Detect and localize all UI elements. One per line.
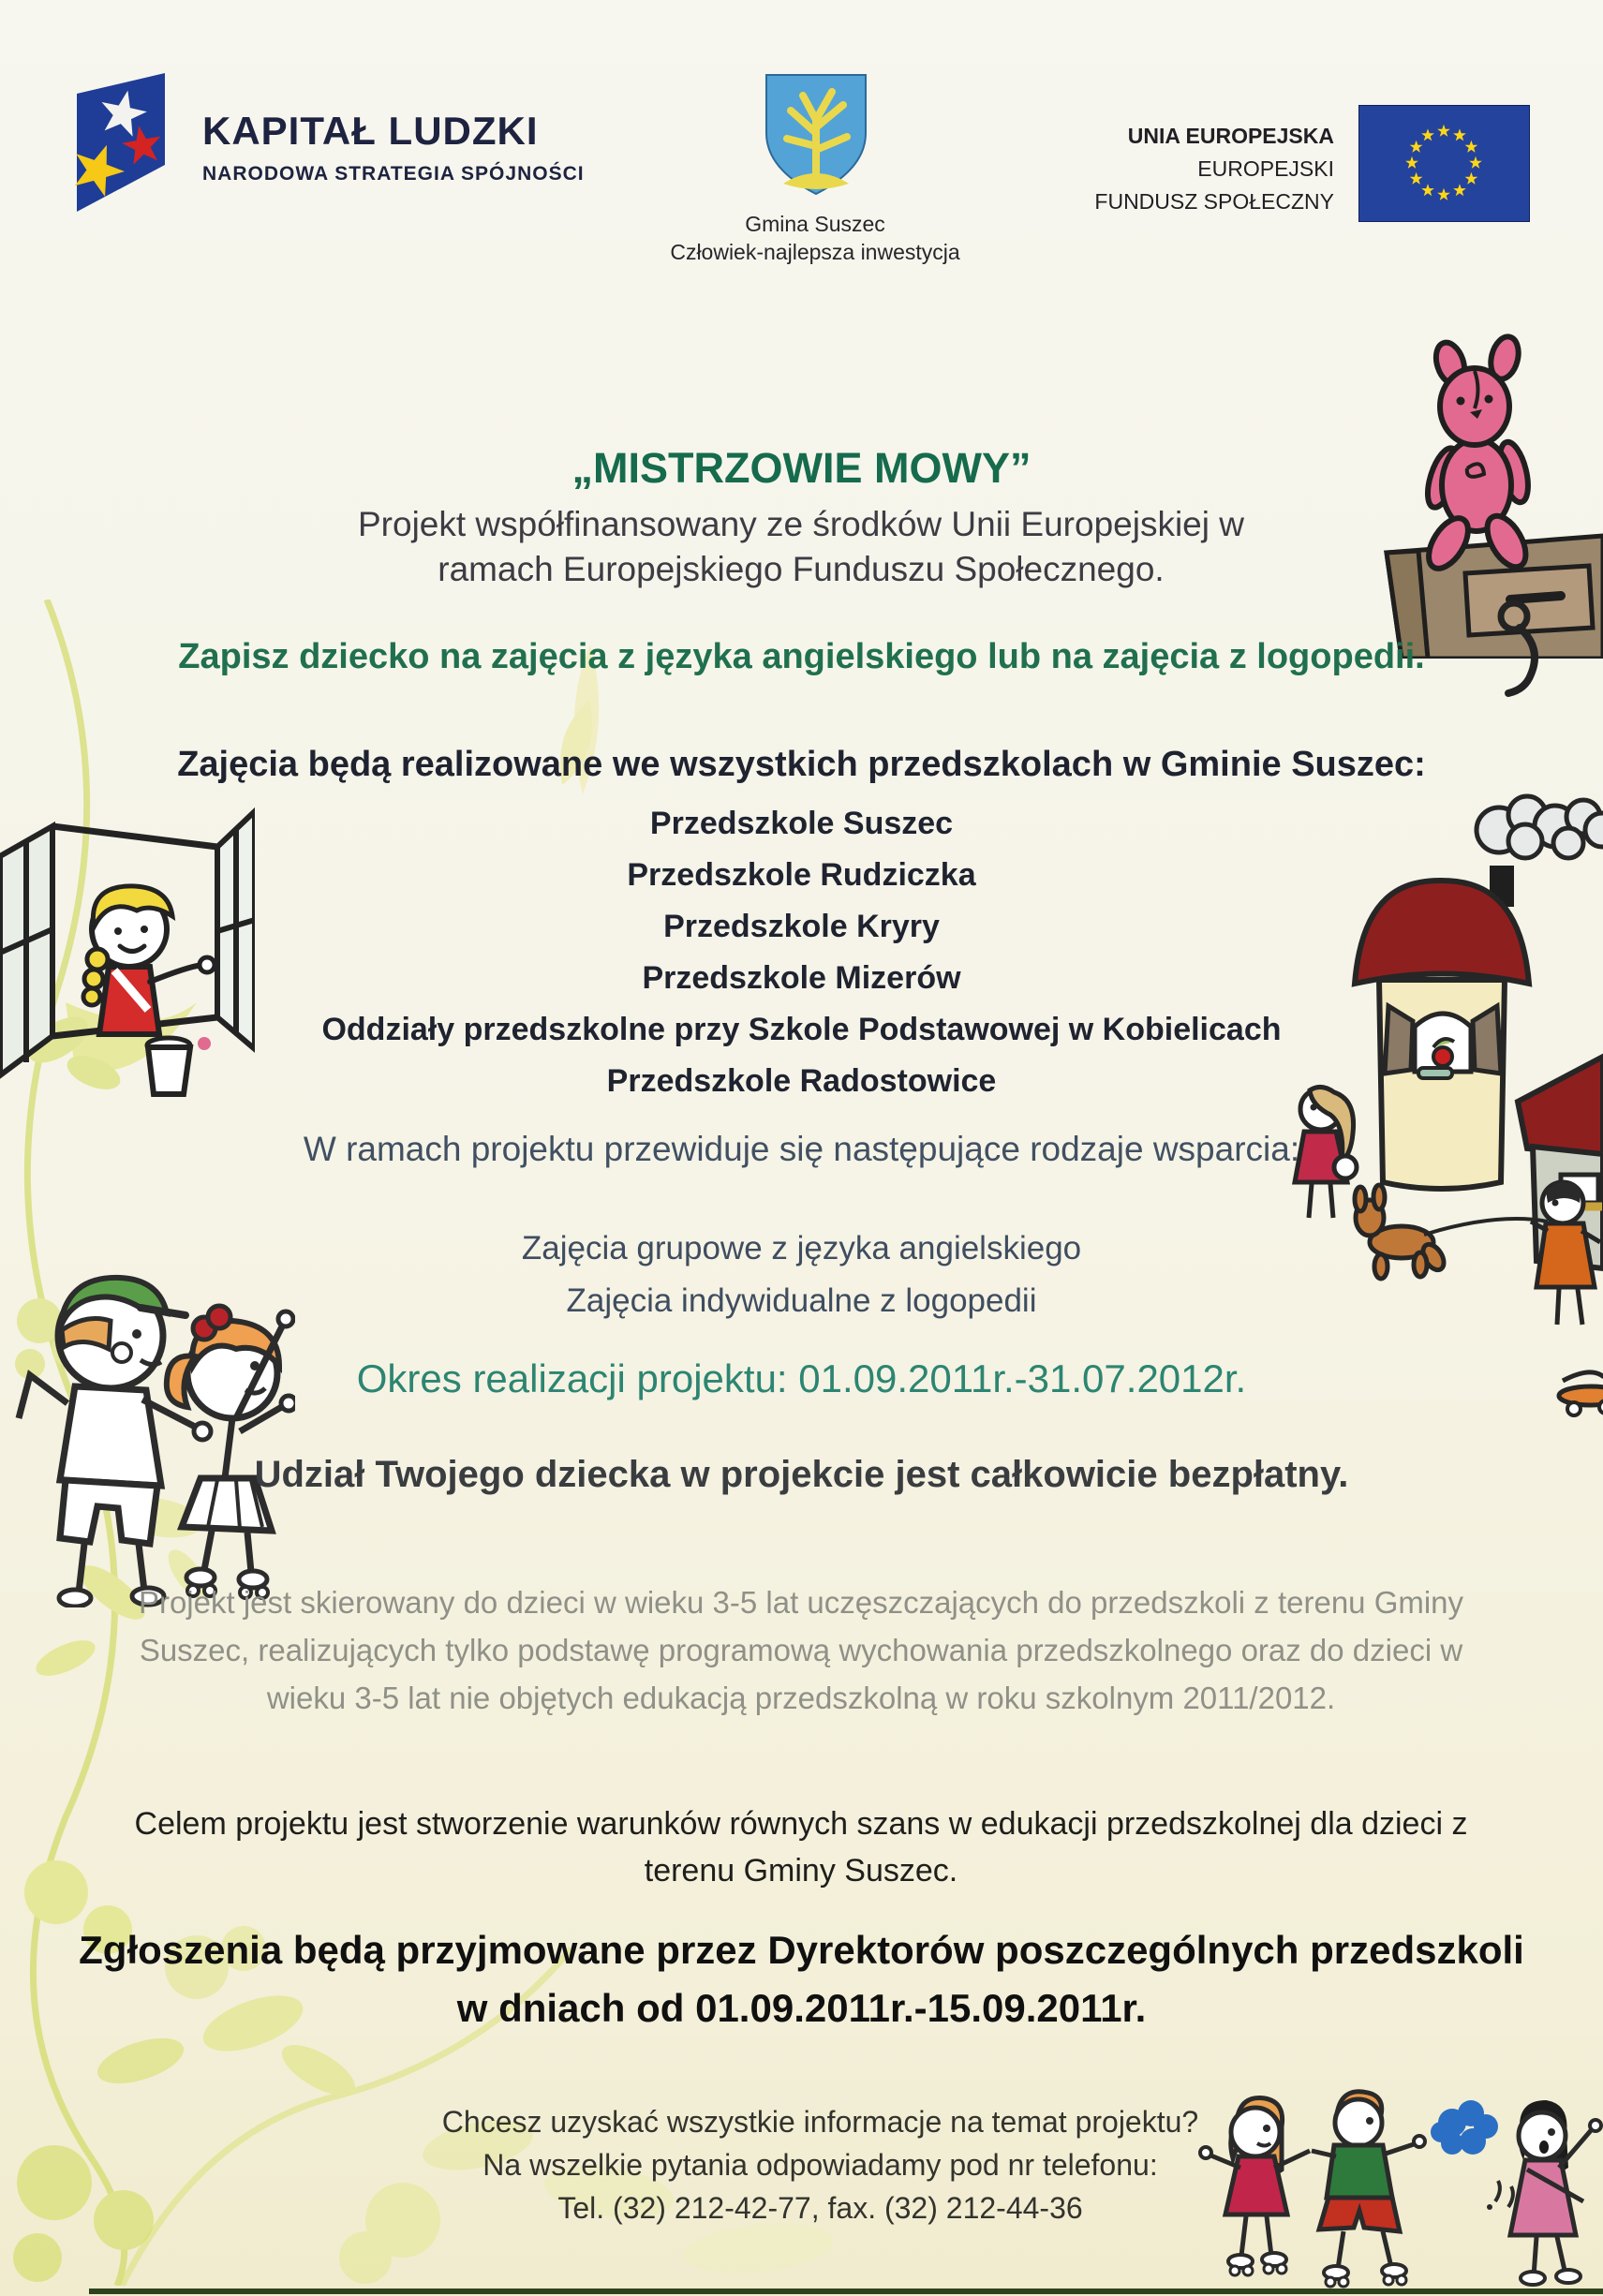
eu-wordmark: [974, 120, 1334, 218]
gmina-suszec-caption: [646, 210, 984, 266]
list-item: Przedszkole Suszec: [649, 806, 954, 841]
gmina-motto: Człowiek-najlepsza inwestycja: [670, 240, 960, 264]
project-period: Okres realizacji projektu: 01.09.2011r.-31.07.2012r.: [356, 1356, 1247, 1400]
list-item: Zajęcia grupowe z języka angielskiego: [521, 1230, 1082, 1267]
eu-flag: [1358, 105, 1530, 222]
eu-line3: FUNDUSZ SPOŁECZNY: [1094, 189, 1334, 214]
project-goal-paragraph: Celem projektu jest stworzenie warunków równych szans w edukacji przedszkolnej dla dzieci z terenu Gminy Suszec.: [134, 1806, 1468, 1889]
locations-heading: Zajęcia będą realizowane we wszystkich przedszkolach w Gminie Suszec:: [177, 745, 1426, 784]
contact-question: Chcesz uzyskać wszystkie informacje na temat projektu?: [441, 2105, 1199, 2139]
free-participation-note: Udział Twojego dziecka w projekcie jest całkowicie bezpłatny.: [254, 1454, 1349, 1495]
locations-list: [0, 798, 1603, 1107]
list-item: Przedszkole Kryry: [663, 909, 940, 944]
eu-line2: EUROPEJSKI: [1197, 156, 1334, 181]
kapital-ludzki-subtitle: NARODOWA STRATEGIA SPÓJNOŚCI: [202, 163, 585, 185]
list-item: Przedszkole Mizerów: [642, 960, 961, 996]
cta-line: Zapisz dziecko na zajęcia z języka angielskiego lub na zajęcia z logopedii.: [178, 637, 1425, 676]
applications-line2: w dniach od 01.09.2011r.-15.09.2011r.: [456, 1986, 1147, 2030]
target-group-paragraph: Projekt jest skierowany do dzieci w wieku 3-5 lat uczęszczających do przedszkoli z terenu Gminy Suszec, realizujących tylko podstawę programową wychowania przedszkolnego oraz do dzieci w wieku 3-5 lat nie objętych edukacją przedszkolną w roku szkolnym 2011/2012.: [138, 1585, 1464, 1715]
list-item: Przedszkole Rudziczka: [627, 857, 976, 893]
support-list: [0, 1222, 1603, 1327]
kapital-ludzki-title: KAPITAŁ LUDZKI: [202, 109, 539, 153]
contact-block: [37, 2100, 1603, 2229]
list-item: Zajęcia indywidualne z logopedii: [566, 1282, 1037, 1319]
list-item: Przedszkole Radostowice: [606, 1063, 997, 1099]
page-title: „MISTRZOWIE MOWY”: [571, 444, 1032, 492]
kapital-ludzki-logo: [49, 62, 191, 219]
subtitle: Projekt współfinansowany ze środków Unii Europejskiej w ramach Europejskiego Funduszu Społecznego.: [358, 505, 1244, 588]
kapital-ludzki-wordmark: [202, 109, 585, 185]
contact-info: Na wszelkie pytania odpowiadamy pod nr telefonu:: [482, 2148, 1158, 2182]
support-heading: W ramach projektu przewiduje się następujące rodzaje wsparcia:: [303, 1130, 1300, 1168]
list-item: Oddziały przedszkolne przy Szkole Podstawowej w Kobielicach: [321, 1012, 1282, 1047]
applications-line1: Zgłoszenia będą przyjmowane przez Dyrektorów poszczególnych przedszkoli: [79, 1928, 1524, 1972]
gmina-name: Gmina Suszec: [745, 212, 885, 236]
gmina-suszec-crest: [761, 71, 871, 198]
contact-phone: Tel. (32) 212-42-77, fax. (32) 212-44-36: [557, 2191, 1083, 2225]
eu-line1: UNIA EUROPEJSKA: [1127, 124, 1334, 148]
